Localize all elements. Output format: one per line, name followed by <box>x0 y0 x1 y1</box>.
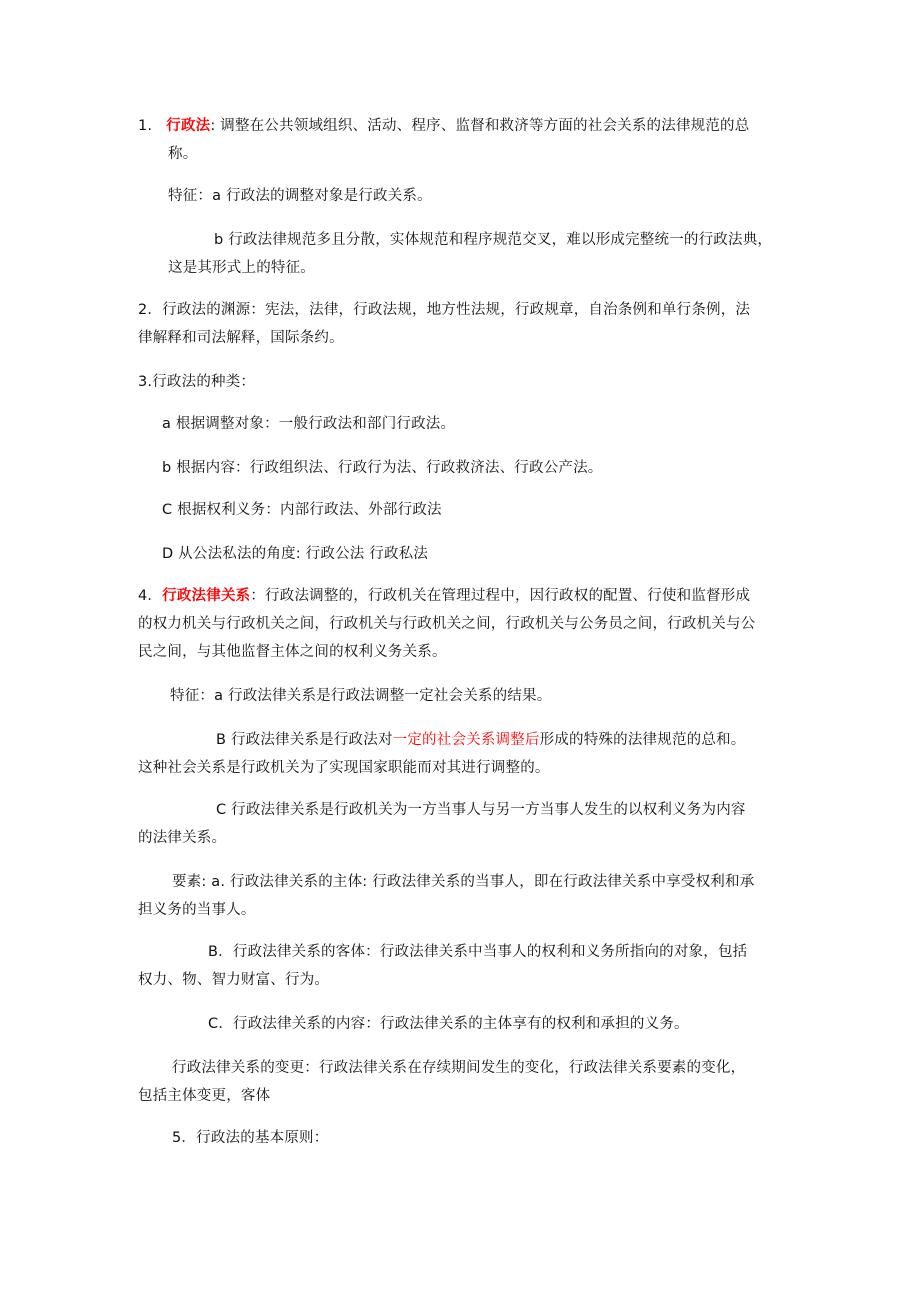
item2-line1: 2．行政法的渊源：宪法，法律，行政法规，地方性法规，行政规章，自治条例和单行条例，法 <box>138 302 751 318</box>
item1-definition: : 调整在公共领域组织、活动、程序、监督和救济等方面的社会关系的法律规范的总 <box>210 118 750 134</box>
item1-feature-b-line2: 这是其形式上的特征。 <box>168 260 315 276</box>
item4-element-c: C．行政法律关系的内容：行政法律关系的主体享有的权利和承担的义务。 <box>208 1016 689 1032</box>
item4-line2: 的权力机关与行政机关之间，行政机关与行政机关之间，行政机关与公务员之间，行政机关与公 <box>138 616 756 632</box>
item2-line2: 律解释和司法解释，国际条约。 <box>138 330 344 346</box>
item4-number: 4． <box>138 588 163 604</box>
item4-feature-b-line2: 这种社会关系是行政机关为了实现国家职能而对其进行调整的。 <box>138 760 550 776</box>
item1-term: 行政法 <box>166 118 211 134</box>
item4-feature-a: 特征：a 行政法律关系是行政法调整一定社会关系的结果。 <box>170 688 552 704</box>
item4-element-b-line2: 权力、物、智力财富、行为。 <box>138 972 330 988</box>
item4-feature-b-pre: B 行政法律关系是行政法对 <box>216 732 393 748</box>
item4-feature-b-post: 形成的特殊的法律规范的总和。 <box>539 732 746 748</box>
item3-c: C 根据权利义务：内部行政法、外部行政法 <box>162 502 442 518</box>
item4-feature-b-line1 <box>216 730 745 750</box>
item3-a: a 根据调整对象：一般行政法和部门行政法。 <box>162 416 456 432</box>
item4-line1 <box>138 586 750 606</box>
item4-change-line1: 行政法律关系的变更：行政法律关系在存续期间发生的变化，行政法律关系要素的变化， <box>172 1060 746 1076</box>
item4-element-b-line1: B．行政法律关系的客体：行政法律关系中当事人的权利和义务所指向的对象，包括 <box>208 944 748 960</box>
item4-term: 行政法律关系 <box>162 588 251 604</box>
item1-number: 1. <box>138 118 153 134</box>
item4-feature-c-line1: C 行政法律关系是行政机关为一方当事人与另一方当事人发生的以权利义务为内容 <box>216 802 746 818</box>
item4-line3: 民之间，与其他监督主体之间的权利义务关系。 <box>138 644 447 660</box>
item5-heading: 5．行政法的基本原则： <box>172 1130 329 1146</box>
item4-element-a-line2: 担义务的当事人。 <box>138 902 256 918</box>
item1-feature-b-line1: b 行政法律规范多且分散，实体规范和程序规范交叉，难以形成完整统一的行政法典， <box>214 232 773 248</box>
item4-element-a-line1: 要素: a. 行政法律关系的主体: 行政法律关系的当事人，即在行政法律关系中享受权利和承 <box>172 874 755 890</box>
item1-line2: 称。 <box>168 146 198 162</box>
item1-line1 <box>138 116 749 136</box>
item4-feature-c-line2: 的法律关系。 <box>138 830 227 846</box>
item4-definition: ：行政法调整的，行政机关在管理过程中，因行政权的配置、行使和监督形成 <box>250 588 751 604</box>
item3-d: D 从公法私法的角度: 行政公法 行政私法 <box>162 546 429 562</box>
item3-heading: 3.行政法的种类： <box>138 374 256 390</box>
item3-b: b 根据内容：行政组织法、行政行为法、行政救济法、行政公产法。 <box>162 460 603 476</box>
item4-feature-b-highlight: 一定的社会关系调整后 <box>392 732 540 748</box>
item4-change-line2: 包括主体变更，客体 <box>138 1088 271 1104</box>
item1-feature-a: 特征：a 行政法的调整对象是行政关系。 <box>168 188 432 204</box>
